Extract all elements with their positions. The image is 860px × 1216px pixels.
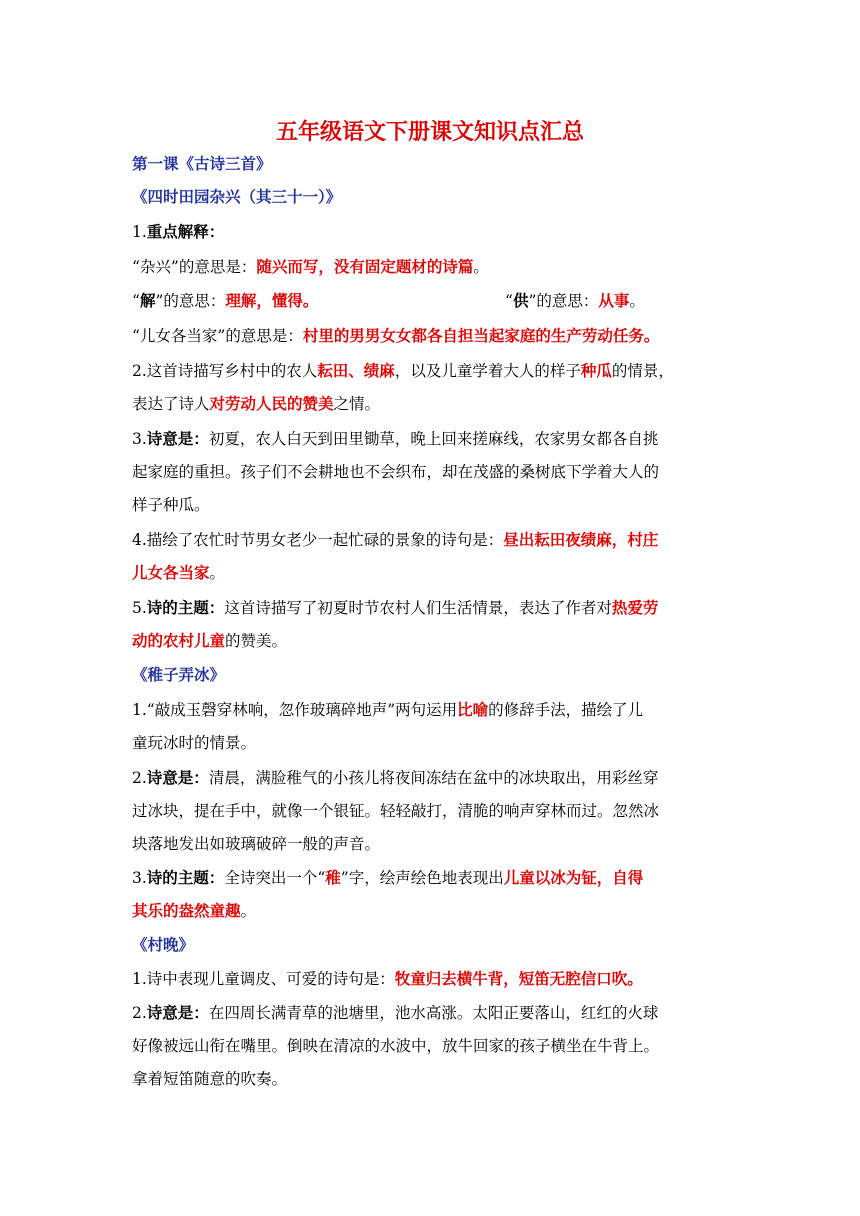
highlight: 随兴而写，没有固定题材的诗篇 <box>256 258 474 276</box>
text: 的赞美。 <box>225 632 288 650</box>
cunwan-point-1 <box>132 968 732 990</box>
zhizi-point-1-line-2: 童玩冰时的情景。 <box>132 734 257 752</box>
point-number: 3. <box>132 869 147 887</box>
point-2-line-2 <box>132 393 732 415</box>
text: 。 <box>473 258 489 276</box>
text: 2.这首诗描写乡村中的农人 <box>132 362 318 380</box>
highlight: 动的农村儿童 <box>132 632 226 650</box>
zhizi-point-3-line-2 <box>132 900 732 922</box>
highlight: 种瓜 <box>580 362 612 380</box>
poem-heading-cunwan: 《村晚》 <box>132 936 195 954</box>
point-5-line-1 <box>132 597 732 619</box>
point-number: 2. <box>132 769 147 787</box>
text: ”的意思： <box>155 292 226 310</box>
text: “儿女各当家”的意思是： <box>132 327 303 345</box>
highlight: 牧童归去横牛背，短笛无腔信口吹。 <box>394 970 643 988</box>
text: 。 <box>629 292 645 310</box>
lesson-heading: 第一课《古诗三首》 <box>132 155 272 173</box>
text: 。 <box>209 564 226 582</box>
text: 4.描绘了农忙时节男女老少一起忙碌的景象的诗句是： <box>132 531 504 549</box>
definition-gong <box>505 290 735 312</box>
highlight: 村里的男男女女都各自担当起家庭的生产劳动任务。 <box>302 327 660 345</box>
cunwan-point-2-line-3: 拿着短笛随意的吹奏。 <box>132 1070 288 1088</box>
text: 这首诗描写了初夏时节农村人们生活情景，表达了作者对 <box>224 599 612 617</box>
point-label: 重点解释： <box>146 223 225 241</box>
point-5-line-2 <box>132 630 732 652</box>
point-number: 1. <box>132 223 147 241</box>
text: “杂兴”的意思是： <box>132 258 257 276</box>
highlight: 理解，懂得。 <box>225 292 319 310</box>
point-2-line-1 <box>132 360 732 382</box>
highlight: 儿童以冰为钲，自得 <box>503 869 644 887</box>
text: 清晨，满脸稚气的小孩儿将夜间冻结在盆中的冰块取出，用彩丝穿 <box>208 769 659 787</box>
point-label: 诗的主题： <box>146 869 225 887</box>
highlight: 比喻 <box>457 701 489 719</box>
text: “ <box>505 292 513 310</box>
point-number: 5. <box>132 599 147 617</box>
point-label: 诗的主题： <box>146 599 225 617</box>
text: 全诗突出一个“ <box>224 869 326 887</box>
definition-ernv <box>132 325 732 347</box>
point-1-heading <box>132 221 732 243</box>
highlight: 耘田、绩麻 <box>317 362 395 380</box>
point-3-line-1 <box>132 428 732 450</box>
zhizi-point-2-line-1 <box>132 767 732 789</box>
keyword: 解 <box>139 292 156 310</box>
text: ，以及儿童学着大人的样子 <box>394 362 581 380</box>
point-label: 诗意是： <box>146 769 209 787</box>
zhizi-point-3-line-1 <box>132 867 732 889</box>
highlight: 对劳动人民的赞美 <box>209 395 334 413</box>
text: ”的意思： <box>528 292 599 310</box>
text: 在四周长满青草的池塘里，池水高涨。太阳正要落山，红红的火球 <box>208 1004 659 1022</box>
text: ”字，绘声绘色地表现出 <box>340 869 504 887</box>
highlight: 其乐的盎然童趣 <box>132 902 241 920</box>
point-3-line-2: 起家庭的重担。孩子们不会耕地也不会织布，却在茂盛的桑树底下学着大人的 <box>132 463 660 481</box>
text: 之情。 <box>333 395 381 413</box>
document-title: 五年级语文下册课文知识点汇总 <box>275 120 584 145</box>
cunwan-point-2-line-1 <box>132 1002 732 1024</box>
highlight: 昼出耘田夜绩麻，村庄 <box>503 531 659 549</box>
point-3-line-3: 样子种瓜。 <box>132 496 210 514</box>
zhizi-point-2-line-2: 过冰块，提在手中，就像一个银钲。轻轻敲打，清脆的响声穿林而过。忽然冰 <box>132 802 660 820</box>
text: “ <box>132 292 140 310</box>
point-label: 诗意是： <box>146 1004 209 1022</box>
text: 初夏，农人白天到田里锄草，晚上回来搓麻线，农家男女都各自挑 <box>208 430 659 448</box>
highlight: 从事 <box>598 292 630 310</box>
definition-zaxing <box>132 256 732 278</box>
text: 1.“敲成玉磬穿林响，忽作玻璃碎地声”两句运用 <box>132 701 458 719</box>
text: 的情景， <box>611 362 674 380</box>
keyword: 供 <box>512 292 529 310</box>
point-number: 2. <box>132 1004 147 1022</box>
zhizi-point-2-line-3: 块落地发出如玻璃破碎一般的声音。 <box>132 835 381 853</box>
poem-heading-zhizi: 《稚子弄冰》 <box>132 666 226 684</box>
keyword: 稚 <box>325 869 341 887</box>
poem-heading-sishi: 《四时田园杂兴（其三十一）》 <box>132 188 342 206</box>
cunwan-point-2-line-2: 好像被远山衔在嘴里。倒映在清凉的水波中，放牛回家的孩子横坐在牛背上。 <box>132 1037 660 1055</box>
text: 。 <box>240 902 257 920</box>
zhizi-point-1-line-1 <box>132 699 732 721</box>
point-number: 3. <box>132 430 147 448</box>
text: 的修辞手法，描绘了儿 <box>488 701 644 719</box>
point-label: 诗意是： <box>146 430 209 448</box>
highlight: 热爱劳 <box>611 599 659 617</box>
highlight: 儿女各当家 <box>132 564 210 582</box>
point-4-line-2 <box>132 562 732 584</box>
text: 表达了诗人 <box>132 395 210 413</box>
text: 1.诗中表现儿童调皮、可爱的诗句是： <box>132 970 395 988</box>
point-4-line-1 <box>132 529 732 551</box>
